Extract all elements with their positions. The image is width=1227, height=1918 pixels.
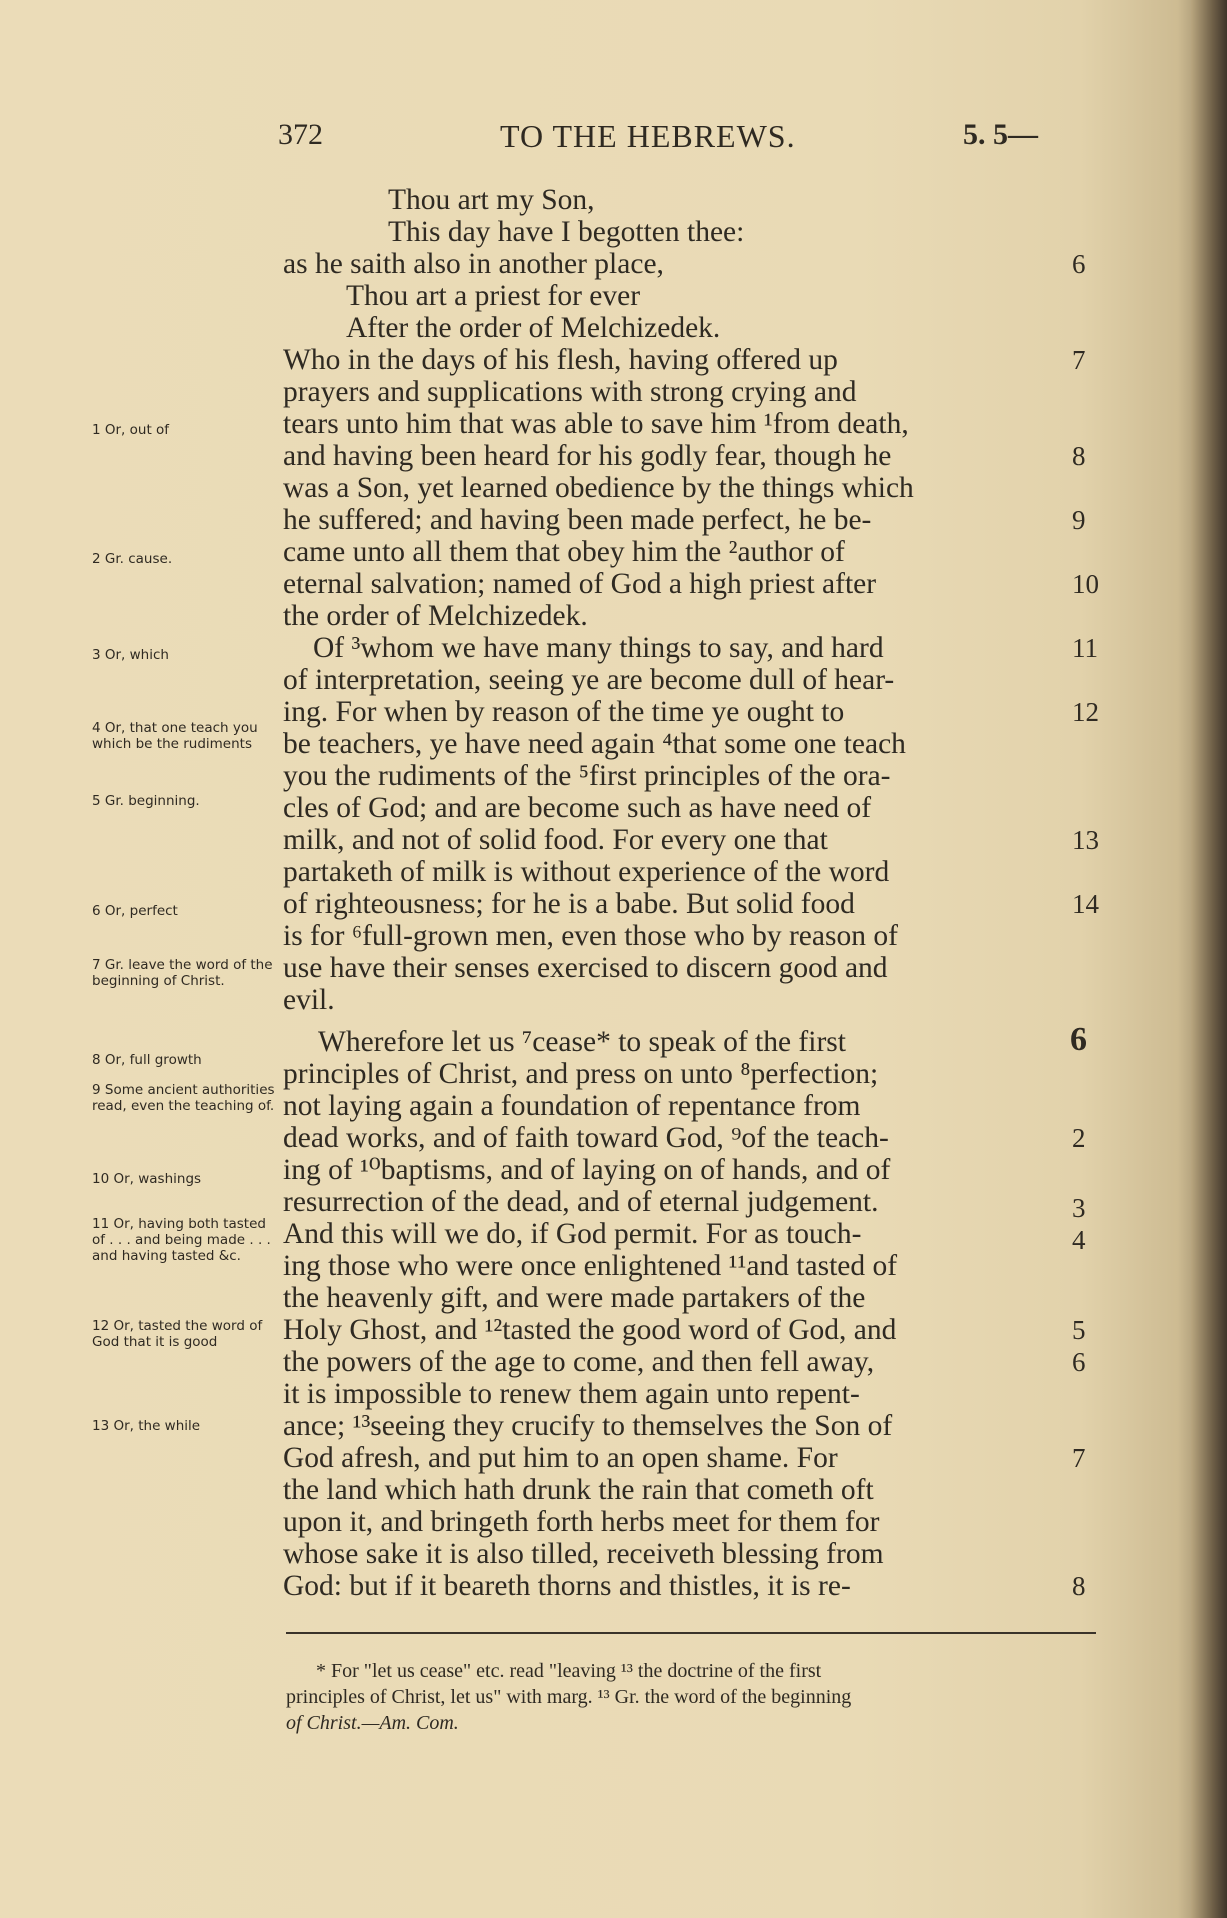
text-line: is for ⁶full-grown men, even those who by reason of [283, 920, 898, 952]
text-line: ance; ¹³seeing they crucify to themselves the Son of [283, 1410, 893, 1442]
footnote-line: principles of Christ, let us" with marg. ¹³ Gr. the word of the beginning [286, 1686, 852, 1708]
text-line: of interpretation, seeing ye are become dull of hear- [283, 664, 895, 696]
verse-number: 13 [1072, 825, 1099, 855]
verse-number: 8 [1072, 441, 1086, 471]
text-line: Holy Ghost, and ¹²tasted the good word of God, and [283, 1314, 897, 1346]
text-line: the land which hath drunk the rain that cometh oft [283, 1474, 874, 1506]
chapter-number: 6 [1070, 1021, 1087, 1058]
margin-note: 11 Or, having both tasted of . . . and being made . . . and having tasted &c. [92, 1216, 271, 1264]
text-line: he suffered; and having been made perfect, he be- [283, 504, 872, 536]
page-number: 372 [278, 118, 323, 151]
margin-note: 4 Or, that one teach you which be the rudiments [92, 720, 258, 752]
verse-number: 11 [1072, 633, 1098, 663]
text-line: Thou art my Son, [388, 184, 595, 216]
footnote-line: of Christ.—Am. Com. [286, 1712, 459, 1734]
text-line: the order of Melchizedek. [283, 600, 588, 632]
text-line: Thou art a priest for ever [346, 280, 641, 312]
verse-number: 6 [1072, 249, 1086, 279]
text-line: dead works, and of faith toward God, ⁹of the teach- [283, 1122, 889, 1154]
text-line: came unto all them that obey him the ²author of [283, 536, 845, 568]
text-line: as he saith also in another place, [283, 248, 664, 280]
text-line: evil. [283, 984, 335, 1016]
text-line: ing those who were once enlightened ¹¹and tasted of [283, 1250, 898, 1282]
footnote-rule [286, 1632, 1096, 1634]
verse-number: 2 [1072, 1123, 1086, 1153]
text-line: use have their senses exercised to discern good and [283, 952, 888, 984]
text-line: tears unto him that was able to save him ¹from death, [283, 408, 909, 440]
verse-number: 7 [1072, 345, 1086, 375]
text-line: it is impossible to renew them again unto repent- [283, 1378, 860, 1410]
margin-note: 6 Or, perfect [92, 903, 178, 919]
text-line: resurrection of the dead, and of eternal judgement. [283, 1186, 879, 1218]
text-line: This day have I begotten thee: [388, 216, 745, 248]
verse-number: 12 [1072, 697, 1099, 727]
book-spine-shadow [1191, 0, 1227, 1918]
text-line: ing. For when by reason of the time ye ought to [283, 696, 845, 728]
verse-number: 9 [1072, 505, 1086, 535]
margin-note: 1 Or, out of [92, 422, 170, 438]
verse-number: 5 [1072, 1315, 1086, 1345]
text-line: of righteousness; for he is a babe. But solid food [283, 888, 855, 920]
verse-number: 7 [1072, 1443, 1086, 1473]
text-line: Of ³whom we have many things to say, and hard [313, 632, 884, 664]
text-line: milk, and not of solid food. For every one that [283, 824, 828, 856]
text-line: eternal salvation; named of God a high priest after [283, 568, 877, 600]
text-line: whose sake it is also tilled, receiveth blessing from [283, 1538, 884, 1570]
verse-number: 14 [1072, 889, 1099, 919]
margin-note: 10 Or, washings [92, 1171, 202, 1187]
verse-number: 3 [1072, 1193, 1086, 1223]
text-line: Wherefore let us ⁷cease* to speak of the first [318, 1026, 846, 1058]
margin-note: 7 Gr. leave the word of the beginning of Christ. [92, 957, 273, 989]
text-line: you the rudiments of the ⁵first principles of the ora- [283, 760, 891, 792]
verse-number: 4 [1072, 1225, 1086, 1255]
text-line: the powers of the age to come, and then fell away, [283, 1346, 875, 1378]
verse-number: 8 [1072, 1571, 1086, 1601]
text-line: And this will we do, if God permit. For as touch- [283, 1218, 862, 1250]
text-line: and having been heard for his godly fear, though he [283, 440, 892, 472]
margin-note: 8 Or, full growth [92, 1052, 202, 1068]
text-line: upon it, and bringeth forth herbs meet for them for [283, 1506, 880, 1538]
footnote [286, 1658, 1106, 1736]
verse-number: 6 [1072, 1347, 1086, 1377]
text-line: prayers and supplications with strong crying and [283, 376, 857, 408]
text-line: be teachers, ye have need again ⁴that some one teach [283, 728, 906, 760]
margin-note: 5 Gr. beginning. [92, 793, 200, 809]
running-title: TO THE HEBREWS. [500, 118, 796, 154]
text-line: principles of Christ, and press on unto ⁸perfection; [283, 1058, 879, 1090]
running-head [0, 118, 1227, 158]
margin-note: 9 Some ancient authorities read, even the teaching of. [92, 1082, 275, 1114]
text-line: ing of ¹⁰baptisms, and of laying on of hands, and of [283, 1154, 891, 1186]
text-line: God: but if it beareth thorns and thistles, it is re- [283, 1570, 851, 1602]
chapter-reference: 5. 5— [963, 118, 1038, 151]
text-line: After the order of Melchizedek. [346, 312, 721, 344]
margin-note: 12 Or, tasted the word of God that it is good [92, 1318, 263, 1350]
text-line: was a Son, yet learned obedience by the things which [283, 472, 914, 504]
text-line: partaketh of milk is without experience of the word [283, 856, 890, 888]
text-line: the heavenly gift, and were made partakers of the [283, 1282, 866, 1314]
text-line: not laying again a foundation of repentance from [283, 1090, 861, 1122]
margin-note: 13 Or, the while [92, 1418, 201, 1434]
text-line: Who in the days of his flesh, having offered up [283, 344, 838, 376]
verse-number: 10 [1072, 569, 1099, 599]
text-line: cles of God; and are become such as have need of [283, 792, 872, 824]
margin-note: 2 Gr. cause. [92, 551, 173, 567]
footnote-line: * For "let us cease" etc. read "leaving ¹³ the doctrine of the first [316, 1660, 822, 1682]
text-line: God afresh, and put him to an open shame. For [283, 1442, 838, 1474]
margin-note: 3 Or, which [92, 647, 169, 663]
